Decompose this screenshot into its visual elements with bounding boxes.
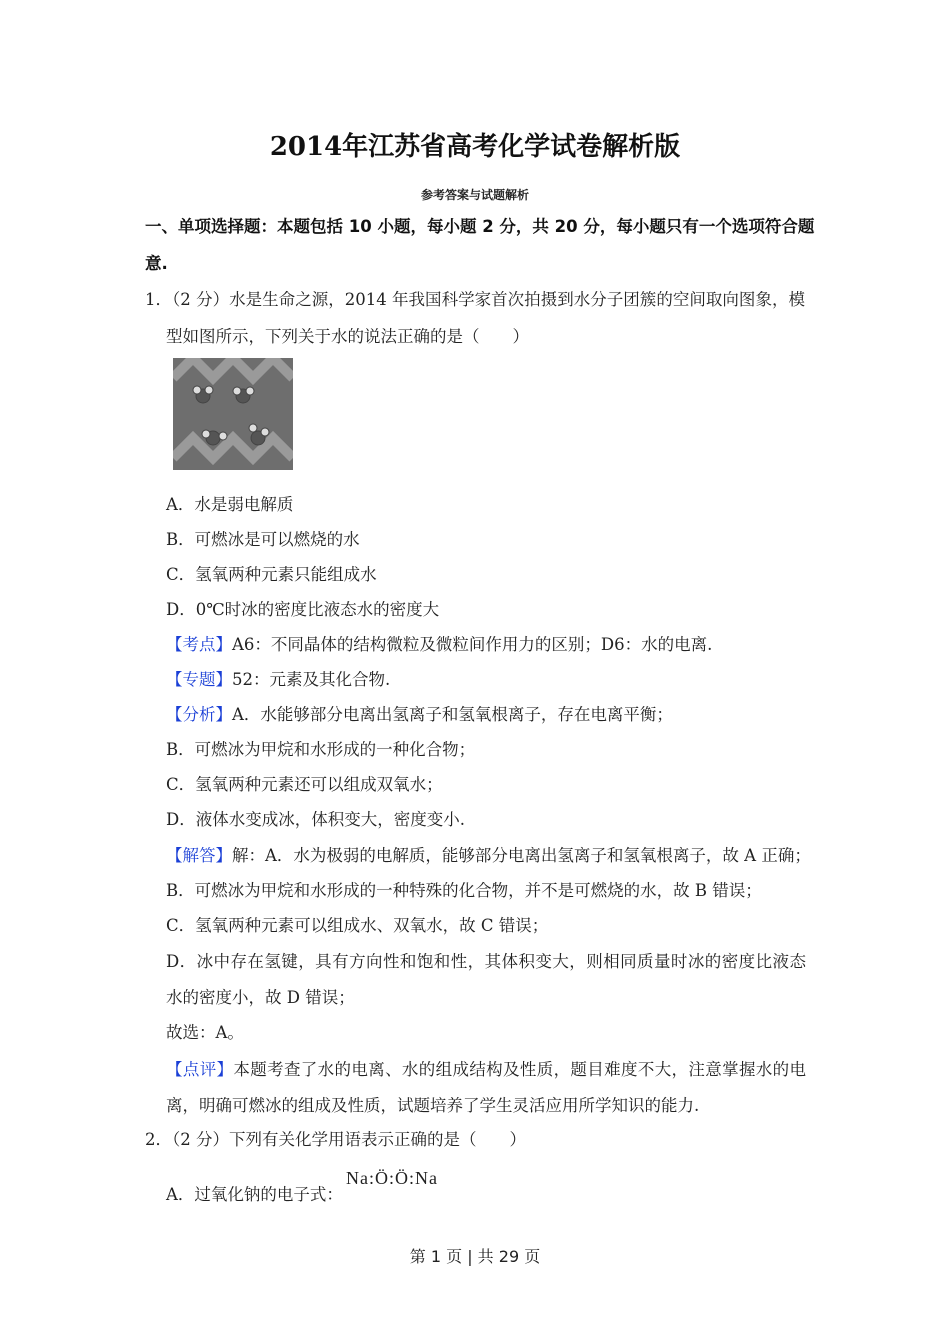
dianping-line: 离，明确可燃冰的组成及性质，试题培养了学生灵活应用所学知识的能力. (166, 1096, 700, 1115)
jieda-tag: 【解答】 (166, 846, 232, 865)
page-footer: 第 1 页 | 共 29 页 (409, 1247, 541, 1266)
zhuanti-tag: 【专题】 (166, 670, 232, 689)
jieda-text: 解：A．水为极弱的电解质，能够部分电离出氢离子和氢氧根离子，故 A 正确； (232, 846, 811, 865)
water-cluster-figure (173, 358, 293, 470)
page-title: 2014年江苏省高考化学试卷解析版 (269, 132, 681, 162)
jieda-line: D．冰中存在氢键，具有方向性和饱和性，其体积变大，则相同质量时冰的密度比液态 (166, 952, 806, 971)
q1-stem: 1．（2 分）水是生命之源，2014 年我国科学家首次拍摄到水分子团簇的空间取向图象，模 (145, 290, 805, 309)
kaodian-text: A6：不同晶体的结构微粒及微粒间作用力的区别；D6：水的电离. (232, 635, 713, 654)
kaodian-tag: 【考点】 (166, 635, 232, 654)
jieda-line: 故选：A。 (166, 1023, 244, 1042)
section-heading: 一、单项选择题：本题包括 10 小题，每小题 2 分，共 20 分，每小题只有一个选项符合题 (145, 217, 815, 236)
fenxi (166, 705, 673, 725)
page-subtitle: 参考答案与试题解析 (420, 188, 529, 202)
zhuanti (166, 670, 390, 690)
dianping-tag: 【点评】 (166, 1060, 234, 1079)
fenxi-line: B．可燃冰为甲烷和水形成的一种化合物； (166, 740, 476, 759)
fenxi-tag: 【分析】 (166, 705, 232, 724)
q1-option-c: C．氢氧两种元素只能组成水 (166, 565, 377, 584)
q2-stem: 2．（2 分）下列有关化学用语表示正确的是（ ） (145, 1130, 526, 1149)
fenxi-line: D．液体水变成冰，体积变大，密度变小. (166, 810, 465, 829)
jieda-line: C．氢氧两种元素可以组成水、双氧水，故 C 错误； (166, 916, 549, 935)
dianping-text: 本题考查了水的电离、水的组成结构及性质，题目难度不大，注意掌握水的电 (233, 1060, 807, 1079)
fenxi-text: A．水能够部分电离出氢离子和氢氧根离子，存在电离平衡； (232, 705, 673, 724)
section-heading-cont: 意. (145, 254, 168, 273)
q1-option-d: D．0℃时冰的密度比液态水的密度大 (166, 600, 440, 619)
kaodian (166, 635, 712, 655)
jieda-line: B．可燃冰为甲烷和水形成的一种特殊的化合物，并不是可燃烧的水，故 B 错误； (166, 881, 762, 900)
q1-option-a: A．水是弱电解质 (166, 495, 294, 514)
zhuanti-text: 52：元素及其化合物. (232, 670, 391, 689)
dianping (166, 1060, 806, 1080)
jieda-line: 水的密度小，故 D 错误； (166, 988, 355, 1007)
fenxi-line: C．氢氧两种元素还可以组成双氧水； (166, 775, 443, 794)
q1-stem-cont: 型如图所示，下列关于水的说法正确的是（ ） (166, 327, 529, 346)
q1-option-b: B．可燃冰是可以燃烧的水 (166, 530, 360, 549)
jieda (166, 846, 811, 866)
sodium-peroxide-electron-formula: Na:Ö:Ö:Na (346, 1168, 438, 1188)
q2-option-a: A．过氧化钠的电子式： (166, 1185, 343, 1204)
